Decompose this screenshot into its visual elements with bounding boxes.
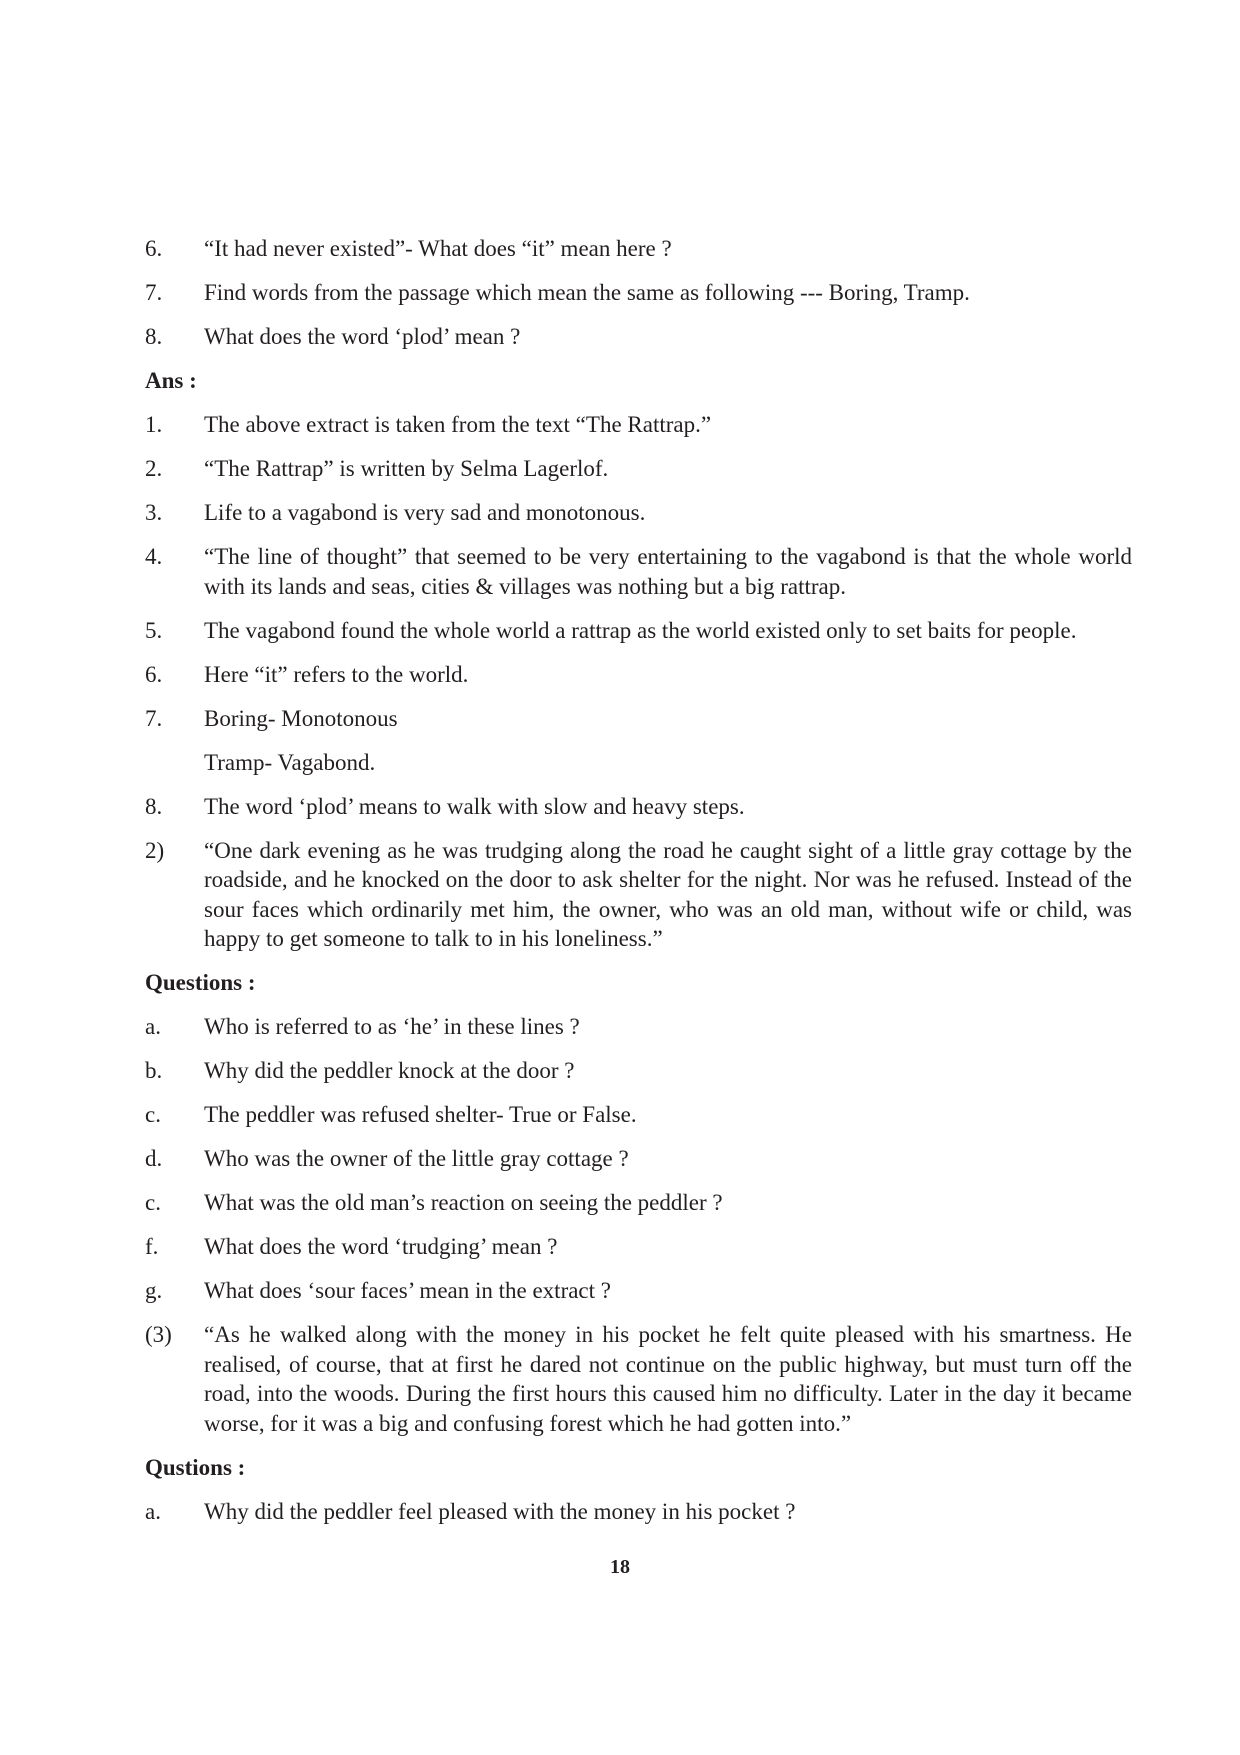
answer-item <box>145 660 1132 690</box>
item-number: 4. <box>145 544 163 569</box>
page-content <box>145 234 1132 1541</box>
extract-passage <box>145 1320 1132 1438</box>
item-text: The word ‘plod’ means to walk with slow and heavy steps. <box>204 793 745 819</box>
answer-item <box>145 792 1132 822</box>
item-number: c. <box>145 1190 161 1215</box>
item-text: What does the word ‘trudging’ mean ? <box>204 1234 558 1259</box>
answer-item <box>145 410 1132 440</box>
extract-text: “As he walked along with the money in his pocket he felt quite pleased with his smartness. He realised, of course, that at first he dared not continue on the public highway, but must turn off the road, into the woods. During the first hours this caused him no difficulty. Later in the day it became worse, for it was a big and confusing forest which he had gotten into.” <box>204 1322 1132 1436</box>
item-number: a. <box>145 1498 161 1524</box>
item-text: Who was the owner of the little gray cottage ? <box>204 1146 629 1171</box>
item-number: g. <box>145 1278 163 1303</box>
questions-heading: Qustions : <box>145 1454 246 1480</box>
item-number: 5. <box>145 617 163 643</box>
item-text: Who is referred to as ‘he’ in these lines ? <box>204 1014 580 1039</box>
item-number: a. <box>145 1014 161 1039</box>
item-number: 7. <box>145 705 163 731</box>
item-text: The peddler was refused shelter- True or False. <box>204 1102 637 1127</box>
item-number: 6. <box>145 661 163 687</box>
item-text: What does ‘sour faces’ mean in the extract ? <box>204 1278 611 1303</box>
question-item <box>145 1188 1132 1218</box>
item-text: The vagabond found the whole world a rattrap as the world existed only to set baits for people. <box>204 617 1077 643</box>
item-number: 3. <box>145 500 163 525</box>
page-number: 18 <box>610 1556 630 1578</box>
item-text: Here “it” refers to the world. <box>204 661 469 687</box>
item-text: Life to a vagabond is very sad and monotonous. <box>204 500 646 525</box>
answers-heading: Ans : <box>145 368 197 393</box>
item-number: b. <box>145 1058 163 1083</box>
item-text: “It had never existed”- What does “it” mean here ? <box>204 236 672 261</box>
answer-item <box>145 616 1132 646</box>
answer-item <box>145 498 1132 528</box>
item-number: 7. <box>145 280 163 305</box>
answer-item <box>145 542 1132 601</box>
item-number: f. <box>145 1234 159 1259</box>
item-number: 2. <box>145 456 163 481</box>
questions-heading: Questions : <box>145 970 256 995</box>
item-text: Boring- Monotonous <box>204 705 398 731</box>
list-item <box>145 278 1132 308</box>
item-number: 8. <box>145 793 163 819</box>
answer-item <box>145 704 1132 734</box>
extract-text: “One dark evening as he was trudging along the road he caught sight of a little gray cottage by the roadside, and he knocked on the door to ask shelter for the night. Nor was he refused. Instead of the sour faces which ordinarily met him, the owner, who was an old man, without wife or child, was happy to get someone to talk to in his loneliness.” <box>204 837 1132 951</box>
list-item <box>145 234 1132 264</box>
item-number: 8. <box>145 324 163 349</box>
extract-passage <box>145 836 1132 954</box>
item-text: Why did the peddler knock at the door ? <box>204 1058 575 1083</box>
item-number: 6. <box>145 236 163 261</box>
question-item <box>145 1276 1132 1306</box>
extract-number: 2) <box>145 837 165 863</box>
item-text: Find words from the passage which mean the same as following --- Boring, Tramp. <box>204 280 970 305</box>
item-text: “The Rattrap” is written by Selma Lagerlof. <box>204 456 609 481</box>
extract-number: (3) <box>145 1322 172 1347</box>
answer-continuation: Tramp- Vagabond. <box>204 749 376 775</box>
list-item <box>145 322 1132 352</box>
question-item <box>145 1100 1132 1130</box>
item-text: The above extract is taken from the text “The Rattrap.” <box>204 412 712 437</box>
item-number: 1. <box>145 412 163 437</box>
question-item <box>145 1497 1132 1527</box>
question-item <box>145 1056 1132 1086</box>
question-item <box>145 1144 1132 1174</box>
item-number: c. <box>145 1102 161 1127</box>
item-number: d. <box>145 1146 163 1171</box>
question-item <box>145 1012 1132 1042</box>
answer-item <box>145 454 1132 484</box>
item-text: “The line of thought” that seemed to be very entertaining to the vagabond is that the whole world with its lands and seas, cities & villages was nothing but a big rattrap. <box>204 544 1132 599</box>
item-text: Why did the peddler feel pleased with the money in his pocket ? <box>204 1498 796 1524</box>
item-text: What was the old man’s reaction on seeing the peddler ? <box>204 1190 723 1215</box>
item-text: What does the word ‘plod’ mean ? <box>204 324 521 349</box>
question-item <box>145 1232 1132 1262</box>
